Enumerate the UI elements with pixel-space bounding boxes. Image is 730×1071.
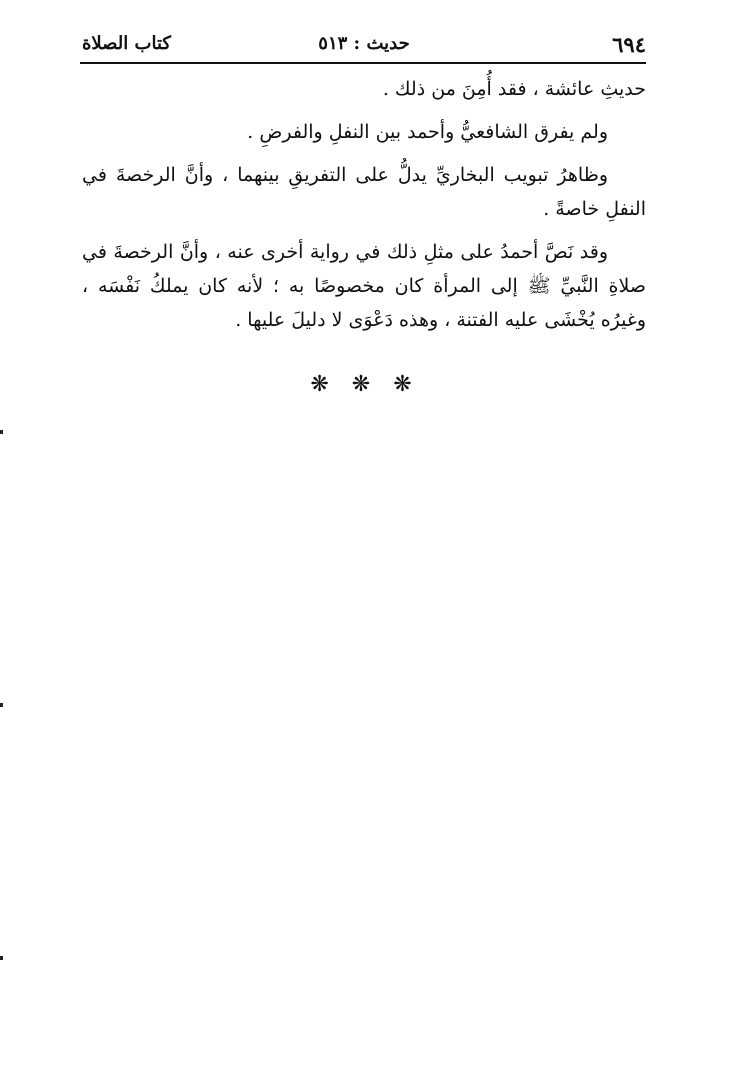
book-title: كتاب الصلاة [82, 33, 171, 54]
margin-mark [0, 956, 3, 960]
page-number: ٦٩٤ [612, 32, 646, 57]
paragraph-4: وقد نَصَّ أحمدُ على مثلِ ذلك في رواية أخرى عنه ، وأنَّ الرخصةَ في صلاةِ النَّبيِّ ﷺ إلى المرأة كان مخصوصًا به ؛ لأنه كان يملكُ نَفْسَه ، وغيرُه يُخْشَى عليه الفتنة ، وهذه دَعْوَى لا دليلَ عليها . [82, 241, 646, 331]
page-header [82, 30, 646, 60]
margin-mark [0, 703, 3, 707]
paragraph-3: وظاهرُ تبويب البخاريِّ يدلُّ على التفريقِ بينهما ، وأنَّ الرخصةَ في النفلِ خاصةً . [82, 164, 646, 220]
paragraph-1: حديثِ عائشة ، فقد أُمِنَ من ذلك . [382, 78, 646, 100]
hadith-number: حديث : ٥١٣ [318, 33, 410, 54]
body-text [82, 72, 646, 346]
section-separator: ❋ ❋ ❋ [310, 372, 420, 397]
margin-mark [0, 430, 3, 434]
header-divider [80, 62, 646, 64]
paragraph-2: ولم يفرق الشافعيُّ وأحمد بين النفلِ والفرضِ . [247, 121, 608, 143]
